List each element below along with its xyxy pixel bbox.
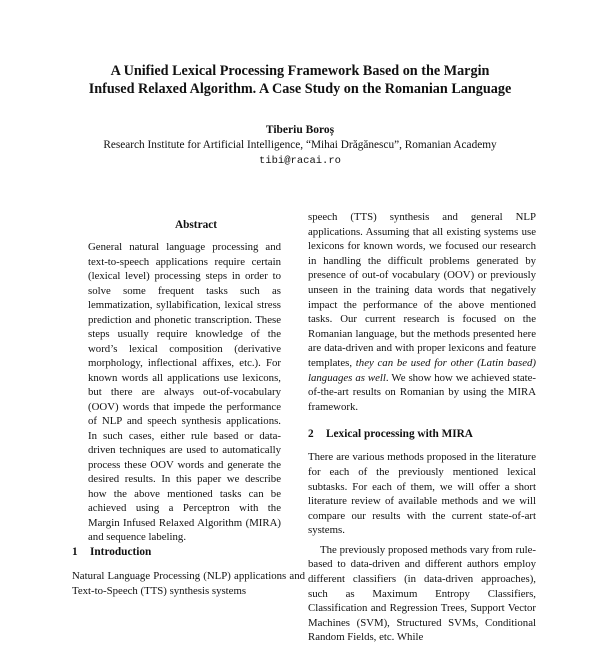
paper-title [40,62,560,98]
section-1-number: 1 [72,546,78,558]
section-1-title: Introduction [90,546,152,558]
section-1-text: Natural Language Processing (NLP) applications and Text-to-Speech (TTS) synthesis systems [72,570,305,597]
right-column [308,210,536,645]
section-2-paragraph-2: The previously proposed methods vary from rule-based to data-driven and different authors employ different classifiers (in data-driven approaches), such as Maximum Entropy Classifiers, Classification and Regression Trees, Support Vector Machines (SVM), Structured SVMs, Conditional Random Fields, etc. While [308,543,536,644]
intro-text-a: speech (TTS) synthesis and general NLP applications. Assuming that all existing systems use lexicons for known words, we focused our research in handling the difficult problems generated by presence of out-of vocabulary (OOV) or previously unseen in the training data words that negatively impact the performance of the above mentioned tasks. Our current research is focused on the Romanian language, but the methods presented here are data-driven and with proper lexicons and feature templates, [308,211,536,369]
author-affiliation: Research Institute for Artificial Intelligence, “Mihai Drăgănescu”, Romanian Academy [103,139,497,151]
left-column [72,546,305,598]
title-line-2: Infused Relaxed Algorithm. A Case Study on the Romanian Language [88,81,512,97]
intro-continued-paragraph [308,210,536,414]
section-2-number: 2 [308,428,314,441]
intro-text-b: . We show how we achieved state-of-the-art results on Romanian by using the MIRA framework. [308,371,536,413]
author-name: Tiberiu Boroș [265,124,335,136]
section-2-heading [308,428,536,440]
intro-text-italic: they can be used for other (Latin based) languages as well [308,356,536,384]
author-email: tibi@racai.ro [259,155,341,167]
abstract-text: General natural language processing and text-to-speech applications require certain (lexical level) processing steps in order to solve some frequent tasks such as lemmatization, syllabification, lexical stress prediction and phonetic transcription. These steps usually require knowledge of the word’s lexical composition (derivative morphology, inflectional affixes, etc.). For known words all applications use lexicons, but there are always out-of-vocabulary (OOV) words that impede the performance of NLP and speech synthesis applications. In such cases, either rule based or data-driven techniques are used to automatically process these OOV words and generate the desired results. In this paper we describe how the above mentioned tasks can be achieved using a Perceptron with the Margin Infused Relaxed Algorithm (MIRA) and sequence labeling. [88,241,281,543]
section-2-paragraph-1: There are various methods proposed in the literature for each of the previously mentioned lexical subtasks. For each of them, we will offer a short literature review of available methods and we will compare our results with the current state-of-art systems. [308,451,536,537]
section-2-title: Lexical processing with MIRA [326,428,473,441]
title-line-1: A Unified Lexical Processing Framework Based on the Margin [110,63,490,79]
abstract-heading: Abstract [174,219,218,231]
section-1-heading [72,546,305,558]
